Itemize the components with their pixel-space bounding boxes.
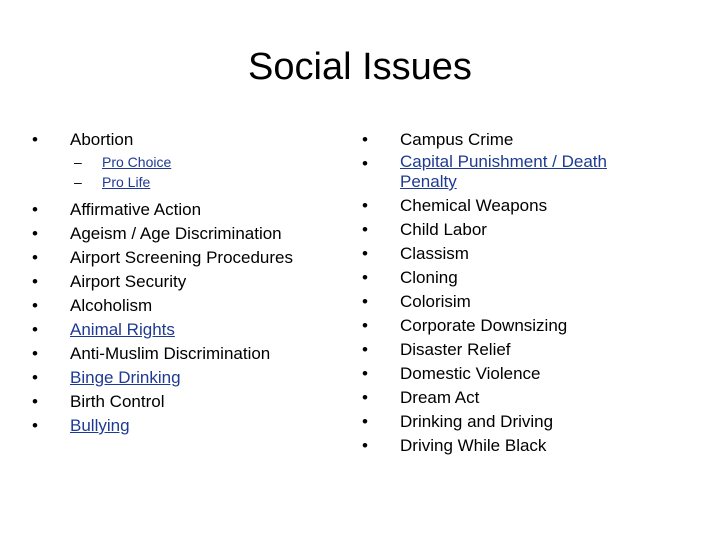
bullet-icon: • xyxy=(362,196,368,215)
bullet-icon: • xyxy=(32,272,38,291)
bullet-icon: • xyxy=(32,248,38,267)
pro-life-link[interactable]: Pro Life xyxy=(102,174,151,190)
bullet-icon: • xyxy=(362,268,368,287)
list-item-label: Campus Crime xyxy=(400,130,514,149)
list-item xyxy=(362,362,662,386)
sub-item-pro-choice xyxy=(74,152,332,172)
list-item-label: Anti-Muslim Discrimination xyxy=(70,344,271,363)
bullet-icon: • xyxy=(32,416,38,435)
bullet-icon: • xyxy=(362,340,368,359)
sub-list xyxy=(32,152,332,192)
bullet-icon: • xyxy=(32,368,38,387)
list-item-label: Birth Control xyxy=(70,392,165,411)
bullet-icon: • xyxy=(362,388,368,407)
list-item xyxy=(32,294,332,318)
bullet-icon: • xyxy=(32,200,38,219)
bullet-icon: • xyxy=(362,364,368,383)
list-item xyxy=(362,338,662,362)
bullet-icon: • xyxy=(362,220,368,239)
list-item-label: Cloning xyxy=(400,268,458,287)
list-item-label: Classism xyxy=(400,244,469,263)
bullet-icon: • xyxy=(362,244,368,263)
list-item xyxy=(362,152,662,194)
list-item xyxy=(362,434,662,458)
list-item xyxy=(362,386,662,410)
list-item-label: Ageism / Age Discrimination xyxy=(70,224,282,243)
bullet-icon: • xyxy=(32,344,38,363)
list-item-abortion xyxy=(32,128,332,152)
bullet-icon: • xyxy=(362,412,368,431)
list-item-label: Colorisim xyxy=(400,292,471,311)
list-item-label: Domestic Violence xyxy=(400,364,541,383)
list-item xyxy=(362,410,662,434)
list-item-label: Alcoholism xyxy=(70,296,153,315)
binge-drinking-link[interactable]: Binge Drinking xyxy=(70,368,181,387)
bullet-icon: • xyxy=(362,154,368,173)
list-item xyxy=(32,270,332,294)
list-item xyxy=(362,194,662,218)
dash-icon: – xyxy=(74,154,82,170)
bullet-icon: • xyxy=(32,224,38,243)
dash-icon: – xyxy=(74,174,82,190)
list-item xyxy=(32,318,332,342)
list-item-label: Abortion xyxy=(70,130,134,149)
list-item xyxy=(362,314,662,338)
bullet-icon: • xyxy=(32,320,38,339)
list-item xyxy=(32,366,332,390)
list-item-label: Dream Act xyxy=(400,388,480,407)
list-item-label: Driving While Black xyxy=(400,436,547,455)
pro-choice-link[interactable]: Pro Choice xyxy=(102,154,172,170)
list-item-label: Child Labor xyxy=(400,220,487,239)
bullet-icon: • xyxy=(362,130,368,149)
list-item xyxy=(362,266,662,290)
list-item xyxy=(362,128,662,152)
list-item-label: Airport Security xyxy=(70,272,187,291)
left-column xyxy=(32,128,332,438)
bullet-icon: • xyxy=(362,316,368,335)
list-item-label: Airport Screening Procedures xyxy=(70,248,294,267)
list-item xyxy=(32,414,332,438)
list-item xyxy=(32,198,332,222)
list-item-label: Disaster Relief xyxy=(400,340,511,359)
list-item-label: Corporate Downsizing xyxy=(400,316,568,335)
bullet-icon: • xyxy=(362,292,368,311)
animal-rights-link[interactable]: Animal Rights xyxy=(70,320,175,339)
bullying-link[interactable]: Bullying xyxy=(70,416,130,435)
list-item-label: Drinking and Driving xyxy=(400,412,554,431)
bullet-icon: • xyxy=(32,392,38,411)
list-item xyxy=(32,342,332,366)
bullet-icon: • xyxy=(32,296,38,315)
list-item xyxy=(362,290,662,314)
list-item xyxy=(362,242,662,266)
list-item xyxy=(362,218,662,242)
list-item xyxy=(32,390,332,414)
right-column xyxy=(362,128,662,458)
list-item-label: Affirmative Action xyxy=(70,200,202,219)
slide-title: Social Issues xyxy=(248,46,472,88)
bullet-icon: • xyxy=(32,130,38,149)
list-item xyxy=(32,222,332,246)
capital-punishment-link[interactable]: Capital Punishment / Death Penalty xyxy=(400,152,607,191)
sub-item-pro-life xyxy=(74,172,332,192)
list-item-label: Chemical Weapons xyxy=(400,196,548,215)
bullet-icon: • xyxy=(362,436,368,455)
list-item xyxy=(32,246,332,270)
